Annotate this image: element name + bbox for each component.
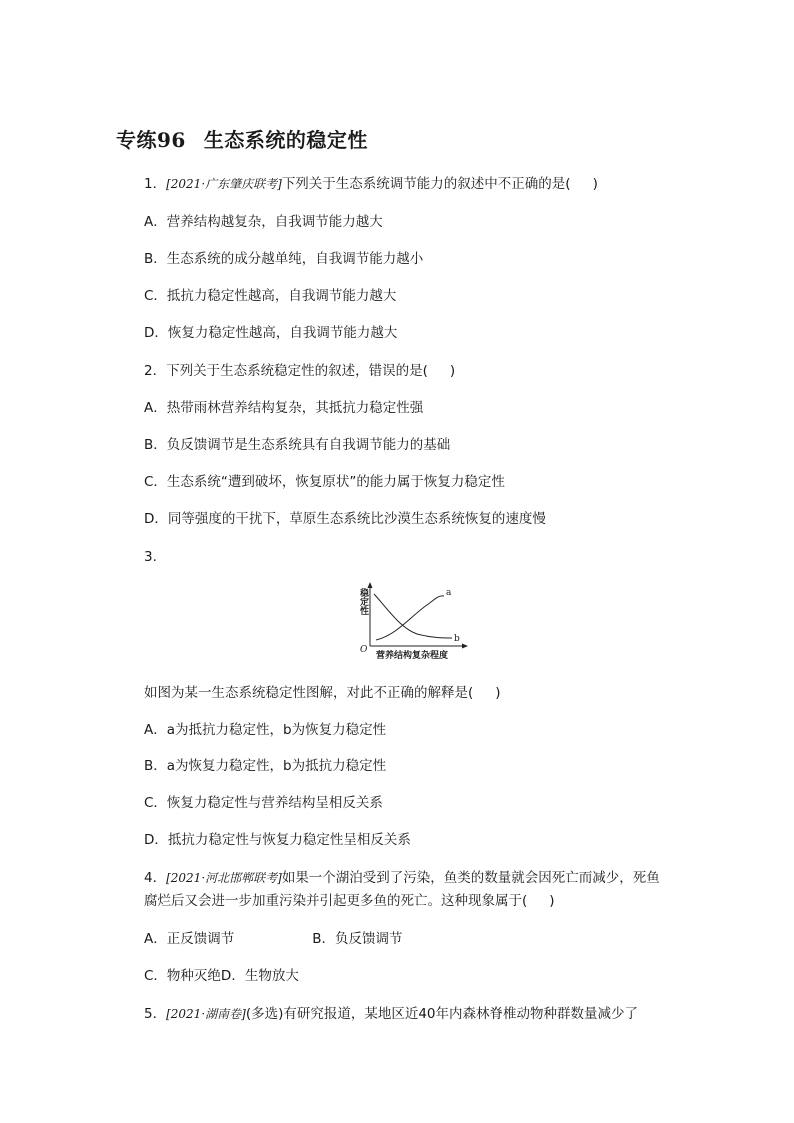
y-axis [368,582,373,646]
question-4-stem: 4．[2021·河北邯郸联考]如果一个湖泊受到了污染，鱼类的数量就会因死亡而减少，死鱼 [144,870,660,886]
question-1-option-d: D．恢复力稳定性越高，自我调节能力越大 [144,325,398,341]
question-4-option-cd: C．物种灭绝D．生物放大 [144,968,299,984]
question-3-option-a: A．a为抵抗力稳定性，b为恢复力稳定性 [144,722,387,738]
question-3-stem: 如图为某一生态系统稳定性图解，对此不正确的解释是( ) [144,685,501,701]
question-4-option-a: A．正反馈调节 [144,931,235,947]
title-topic: 生态系统的稳定性 [203,128,368,152]
question-1-option-c: C．抵抗力稳定性越高，自我调节能力越大 [144,288,397,304]
x-axis-label: 营养结构复杂程度 [376,651,449,661]
question-1-source: [2021·广东肇庆联考] [166,177,282,191]
question-4-stem-cont: 腐烂后又会进一步加重污染并引起更多鱼的死亡。这种现象属于( ) [144,893,555,909]
question-3-option-c: C．恢复力稳定性与营养结构呈相反关系 [144,795,383,811]
question-3-option-b: B．a为恢复力稳定性，b为抵抗力稳定性 [144,758,387,774]
question-4-options-row1 [144,930,403,948]
question-2-option-d: D．同等强度的干扰下，草原生态系统比沙漠生态系统恢复的速度慢 [144,511,546,527]
question-2-option-a: A．热带雨林营养结构复杂，其抵抗力稳定性强 [144,400,424,416]
question-2-option-c: C．生态系统“遭到破坏，恢复原状”的能力属于恢复力稳定性 [144,474,505,490]
title-prefix: 专练96 [116,128,186,152]
question-1-option-b: B．生态系统的成分越单纯，自我调节能力越小 [144,251,424,267]
origin-label: O [360,645,368,655]
question-5-source: [2021·湖南卷] [166,1007,246,1021]
question-2-option-b: B．负反馈调节是生态系统具有自我调节能力的基础 [144,437,451,453]
question-1-stem: 1．[2021·广东肇庆联考]下列关于生态系统调节能力的叙述中不正确的是( ) [144,176,598,192]
question-4-option-b: B．负反馈调节 [312,931,403,947]
question-4-source: [2021·河北邯郸联考] [166,871,282,885]
question-3-number: 3. [144,549,157,565]
x-axis [370,644,468,649]
curve-a [376,596,444,640]
question-3-option-d: D．抵抗力稳定性与恢复力稳定性呈相反关系 [144,832,411,848]
page-title [116,124,368,153]
y-axis-label: 稳定性 [358,588,368,615]
stability-figure [352,580,477,662]
question-1-option-a: A．营养结构越复杂，自我调节能力越大 [144,214,383,230]
question-5-stem: 5．[2021·湖南卷](多选)有研究报道，某地区近40年内森林脊椎动物种群数量减少了 [144,1006,639,1022]
question-2-stem: 2．下列关于生态系统稳定性的叙述，错误的是( ) [144,363,456,379]
curve-b-label: b [454,634,460,644]
curve-a-label: a [446,588,452,598]
